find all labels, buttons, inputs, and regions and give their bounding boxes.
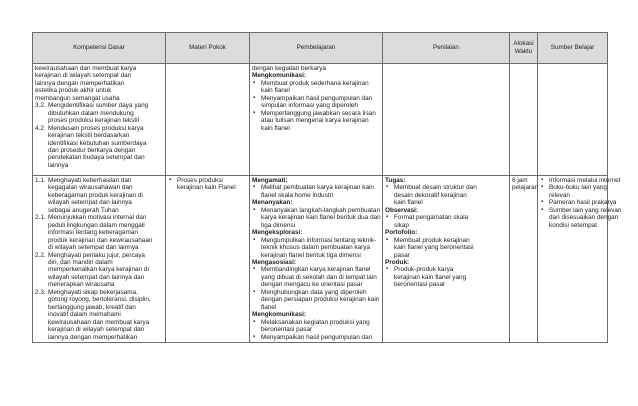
text-line: dengan persiapan produksi kerajinan kain — [261, 296, 380, 304]
text-line: dan disesuaikan dengan — [549, 214, 619, 222]
text-line: karya kerajinan kain flanel bentuk dua dan — [261, 214, 381, 222]
section-heading: Portofolio: — [385, 229, 418, 237]
text-line: kegagalan wirausahawan dan — [48, 184, 133, 192]
text-line: pendekatan budaya setempat dan — [48, 154, 145, 162]
text-line: kondisi setempat — [549, 221, 597, 229]
text-line: peduli lingkungan dalam menggali — [48, 221, 145, 229]
bullet-item: ▪ Menanyakan langkah-langkah pembuatan — [252, 207, 380, 214]
table-row — [33, 64, 608, 176]
bullet-item: ▪ Sumber lain yang relevan — [540, 207, 605, 214]
bullet-item: ▪ Melihat pembuatan karya kerajinan kain — [252, 184, 380, 191]
cell-pembelajaran — [250, 176, 383, 343]
cell-kompetensi-dasar — [33, 64, 166, 176]
text-line: inovatif dalam memahami — [48, 311, 121, 319]
text-line: memperkenalkan karya kerajinan di — [48, 266, 149, 274]
section-heading: Mengkomunikasi: — [252, 72, 306, 80]
item-text: Menunjukkan motivasi internal dan — [48, 214, 147, 222]
bullet-item: ▪ Membuat produk sederhana kerajinan — [252, 80, 380, 87]
text-line: informasi tentang keberagaman — [48, 229, 138, 237]
section-heading: Mengasosiasi: — [252, 258, 297, 266]
item-number: 2.2. — [35, 251, 46, 259]
text-line: dengan mengacu ke orientasi pasar — [261, 281, 363, 289]
bullet-item: ▪ Produk-produk karya — [385, 266, 507, 273]
section-heading: Menanyakan: — [252, 199, 293, 207]
numbered-item — [35, 214, 163, 221]
text-line: produk kerajinan dan kewirausahaan — [48, 236, 153, 244]
text-line: dibutuhkan dalam mendukung — [48, 109, 134, 117]
text-line: teknik khusus dalam pembuatan karya — [261, 244, 371, 252]
text-line: flanel — [261, 303, 277, 311]
text-line: wilayah setempat dan lainnya — [48, 199, 132, 207]
cell-penilaian — [383, 64, 510, 176]
section-heading: Tugas: — [385, 177, 406, 184]
bullet-item: ▪ Mempertanggung jawabkan secara lisan — [252, 110, 380, 117]
text-line: kerajinan kain flanel yang — [394, 273, 467, 281]
syllabus-table — [32, 32, 622, 343]
cell-sumber-belajar — [538, 64, 608, 176]
text-line: kewirausahaan dan membuat karya — [35, 65, 137, 72]
text-line: desain dekoratif kerajinan — [394, 191, 467, 199]
cell-pembelajaran — [250, 64, 383, 176]
bullet-item: ▪ Membuat desain struktur dan — [385, 184, 507, 191]
text-line: dengan kegiatan berkarya — [252, 65, 326, 72]
item-text: Menghayati sikap bekerjasama, — [48, 288, 138, 296]
bullet-item: ▪ Menghubungkan data yang diperoleh — [252, 289, 380, 296]
text-line: kerajinan tekstil berdasarkan — [48, 132, 130, 140]
item-text: Menghayati perilaku jujur, percaya — [48, 251, 145, 259]
text-line: kain flanel — [261, 124, 290, 132]
text-line: tiga dimensi — [261, 221, 296, 229]
text-line: yang dibuat di sekolah dan di tempat lain — [261, 273, 377, 281]
item-number: 2.3. — [35, 288, 46, 296]
bullet-item: ▪ Membuat produk kerajinan — [385, 237, 507, 244]
section-heading: Mengeksplorasi: — [252, 229, 303, 237]
text-line: sebagai anugerah Tuhan — [48, 206, 119, 214]
text-line: wilayah setempat dan lainnya dan — [48, 273, 145, 281]
bullet-item: ▪ Informasi melalui internet — [540, 177, 605, 184]
section-heading: Mengkomunikasi: — [252, 311, 306, 319]
numbered-item — [35, 125, 163, 132]
header-materi-pokok: Materi Pokok — [166, 33, 250, 64]
bullet-item: ▪ Format pengamatan skala — [385, 214, 507, 221]
item-number: 3.2. — [35, 102, 46, 110]
header-kompetensi-dasar: Kompetensi Dasar — [33, 33, 166, 64]
item-text: Mengidentifikasi sumber daya yang — [48, 102, 149, 110]
text-line: estetika produk akhir untuk — [35, 87, 112, 95]
text-line: kerajinan flanel bentuk tiga dimensi — [261, 251, 361, 259]
section-heading: Produk: — [385, 258, 410, 266]
header-pembelajaran: Pembelajaran — [250, 33, 383, 64]
cell-kompetensi-dasar — [33, 176, 166, 343]
text-line: keberagaman produk kerajinan di — [48, 191, 143, 199]
bullet-item: ▪ Menyampaikan hasil pengumpulan dan — [252, 334, 380, 341]
header-sumber-belajar: Sumber Belajar — [538, 33, 608, 64]
table-row — [33, 176, 608, 343]
text-line: kerajinan kain Flanel — [177, 184, 236, 192]
text-line: relevan — [549, 191, 570, 199]
text-line: pasar — [394, 251, 410, 259]
text-line: kain flanel yang berorientasi — [394, 244, 474, 252]
text-line: kerajinan di wilayah setempat dan — [48, 326, 145, 334]
item-number: 4.2. — [35, 124, 46, 132]
bullet-item: ▪ Menyampaikan hasil pengumpulan dan — [252, 95, 380, 102]
text-line: berorientasi pasar — [261, 326, 313, 334]
text-line: menerapkan wirausaha — [48, 281, 115, 289]
text-line: kerajinan di wilayah setempat dan — [35, 72, 132, 80]
cell-materi-pokok — [166, 64, 250, 176]
bullet-item: ▪ Membandingkan karya kerajinan flanel — [252, 266, 380, 273]
cell-materi-pokok — [166, 176, 250, 343]
cell-sumber-belajar — [538, 176, 622, 343]
section-heading: Observasi: — [385, 206, 419, 214]
text-line: kain flanel — [394, 199, 423, 207]
header-alokasi-line-2: Waktu — [514, 48, 533, 55]
numbered-item — [35, 252, 163, 259]
text-line: dan prosedur berkarya dengan — [48, 146, 136, 154]
text-line: gotong royong, bertoleransi, disiplin, — [48, 296, 151, 304]
text-line: sikap — [394, 221, 409, 229]
text-line: atau tulisan mengenai karya kerajinan — [261, 117, 369, 125]
text-line: diri, dan mandiri dalam — [48, 258, 113, 266]
text-line: flanel skala home industri — [261, 191, 334, 199]
text-line: lainnya dengan memperhatikan — [48, 333, 138, 341]
text-line: identifikasi kebutuhan sumberdaya — [48, 139, 147, 147]
bullet-item: ▪ Mengumpulkan informasi tentang teknik- — [252, 237, 380, 244]
text-line: 6 jam — [512, 177, 528, 184]
item-text: Mendesain proses produksi karya — [48, 124, 144, 132]
numbered-item — [35, 102, 163, 109]
text-line: lainnya — [48, 161, 69, 169]
bullet-item: ▪ Proses produksi — [168, 177, 247, 184]
numbered-item — [35, 289, 163, 296]
text-line: di wilayah setempat dan lainnya — [48, 244, 139, 252]
text-line: bertanggung jawab, kreatif dan — [48, 303, 136, 311]
text-line: kewirausahaan dan membuat karya — [48, 318, 150, 326]
section-heading: Mengamati: — [252, 177, 288, 184]
cell-penilaian — [383, 176, 510, 343]
text-line: lainnya dengan memperhatikan — [35, 79, 125, 87]
bullet-item: ▪ Pameran hasil prakarya — [540, 199, 605, 206]
cell-alokasi-waktu — [510, 64, 538, 176]
text-line: membangun semangat usaha — [35, 94, 120, 102]
numbered-item — [35, 177, 163, 184]
header-penilaian: Penilaian — [383, 33, 510, 64]
cell-alokasi-waktu — [510, 176, 538, 343]
item-number: 1.1. — [35, 177, 46, 184]
header-row — [33, 33, 608, 64]
bullet-item: ▪ Buku-buku lain yang — [540, 184, 605, 191]
text-line: pelajaran — [512, 184, 539, 192]
text-line: berorientasi pasar — [394, 281, 446, 289]
text-line: kain flanel — [261, 87, 290, 95]
text-line: proses produksi kerajinan tekstil — [48, 117, 139, 125]
item-text: Menghayati keberhasilan dan — [48, 177, 132, 184]
header-alokasi-line-1: Alokasi — [513, 40, 534, 48]
item-number: 2.1. — [35, 214, 46, 222]
text-line: simpulan informasi yang diperoleh — [261, 102, 358, 110]
header-alokasi-waktu — [510, 33, 538, 64]
bullet-item: ▪ Melaksanakan kegiatan produksi yang — [252, 319, 380, 326]
